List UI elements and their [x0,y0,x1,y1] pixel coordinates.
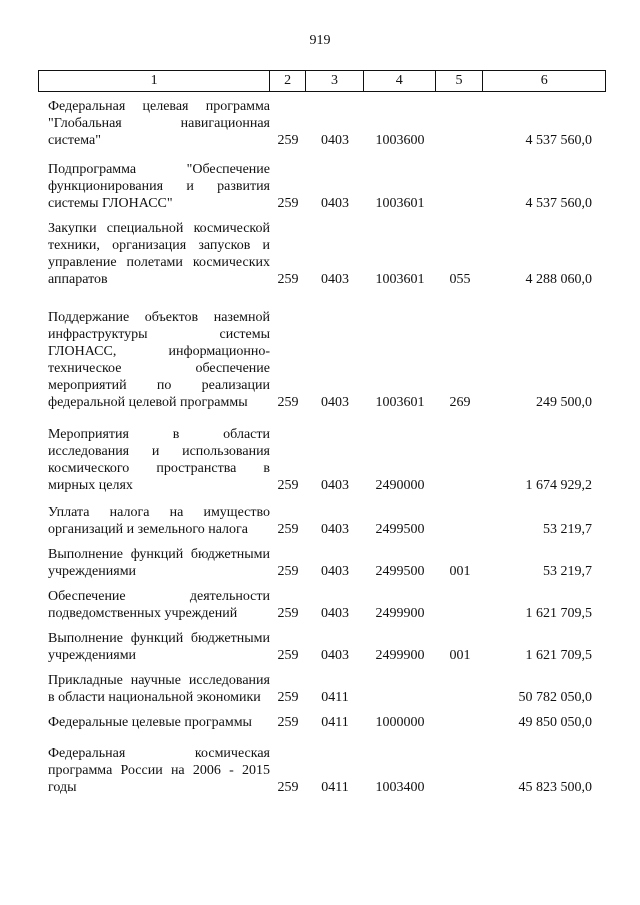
table-row [48,504,592,538]
table-row [48,546,592,580]
row-section: 0403 [321,196,349,211]
row-target: 2499500 [375,522,425,537]
row-code: 259 [277,564,299,579]
row-target: 2499900 [375,648,425,663]
row-vr: 001 [449,648,471,663]
row-code: 259 [277,780,299,795]
row-amount: 4 288 060,0 [525,272,592,287]
row-name: Подпрограмма "Обеспечение функционирования и развития системы ГЛОНАСС" [48,162,270,211]
row-target: 1003601 [375,395,425,410]
row-target: 2499900 [375,606,425,621]
row-name: Федеральные целевые программы [48,715,252,730]
row-code: 259 [277,606,299,621]
row-amount: 53 219,7 [543,522,592,537]
row-section: 0403 [321,133,349,148]
row-code: 259 [277,522,299,537]
row-amount: 4 537 560,0 [525,133,592,148]
row-target: 1000000 [375,715,425,730]
table-row [48,98,592,149]
row-section: 0403 [321,272,349,287]
row-code: 259 [277,272,299,287]
row-amount: 4 537 560,0 [525,196,592,211]
row-code: 259 [277,690,299,705]
row-name: Федеральная целевая программа "Глобальная навигационная система" [48,99,270,148]
table-header [38,70,606,92]
table-row [48,220,592,288]
row-name: Выполнение функций бюджетными учреждениями [48,631,270,663]
header-col-6: 6 [540,73,548,88]
row-vr: 001 [449,564,471,579]
row-amount: 50 782 050,0 [518,690,592,705]
row-amount: 45 823 500,0 [518,780,592,795]
row-target: 2490000 [375,478,425,493]
table-row [48,426,592,494]
row-code: 259 [277,395,299,410]
header-col-2: 2 [270,71,306,91]
row-section: 0403 [321,522,349,537]
table-body [48,98,592,796]
row-section: 0403 [321,648,349,663]
row-section: 0403 [321,564,349,579]
header-col-3: 3 [306,71,364,91]
row-name: Прикладные научные исследования в области национальной экономики [48,673,270,705]
row-name: Обеспечение деятельности подведомственных учреждений [48,589,270,621]
row-code: 259 [277,196,299,211]
row-name: Мероприятия в области исследования и использования космического пространства в мирных целях [48,427,270,493]
row-section: 0403 [321,395,349,410]
row-target: 1003601 [375,196,425,211]
row-name: Поддержание объектов наземной инфраструктуры системы ГЛОНАСС, информационно-техническое обеспечение мероприятий по реализации федеральной целевой программы [48,310,270,410]
table-row [48,588,592,622]
page-number: 919 [309,33,331,48]
row-code: 259 [277,715,299,730]
row-amount: 1 674 929,2 [525,478,592,493]
header-col-5: 5 [436,71,484,91]
row-target: 1003400 [375,780,425,795]
row-amount: 1 621 709,5 [525,606,592,621]
header-col-4: 4 [364,71,436,91]
row-section: 0403 [321,606,349,621]
table-row [48,161,592,212]
row-section: 0403 [321,478,349,493]
row-amount: 49 850 050,0 [518,715,592,730]
row-code: 259 [277,648,299,663]
row-amount: 249 500,0 [536,395,592,410]
table-row [48,309,592,411]
row-name: Закупки специальной космической техники, организация запусков и управление полетами космических аппаратов [48,221,270,287]
row-section: 0411 [321,780,349,795]
table-row [48,630,592,664]
row-vr: 055 [449,272,471,287]
row-name: Выполнение функций бюджетными учреждениями [48,547,270,579]
row-amount: 53 219,7 [543,564,592,579]
table-row [48,672,592,706]
row-name: Уплата налога на имущество организаций и земельного налога [48,505,270,537]
row-section: 0411 [321,715,349,730]
row-code: 259 [277,133,299,148]
row-target: 2499500 [375,564,425,579]
row-name: Федеральная космическая программа России на 2006 - 2015 годы [48,746,270,795]
table-row [48,745,592,796]
row-section: 0411 [321,690,349,705]
row-target: 1003601 [375,272,425,287]
header-col-1: 1 [39,71,270,91]
row-code: 259 [277,478,299,493]
row-vr: 269 [449,395,471,410]
table-row [48,714,592,731]
row-amount: 1 621 709,5 [525,648,592,663]
row-target: 1003600 [375,133,425,148]
